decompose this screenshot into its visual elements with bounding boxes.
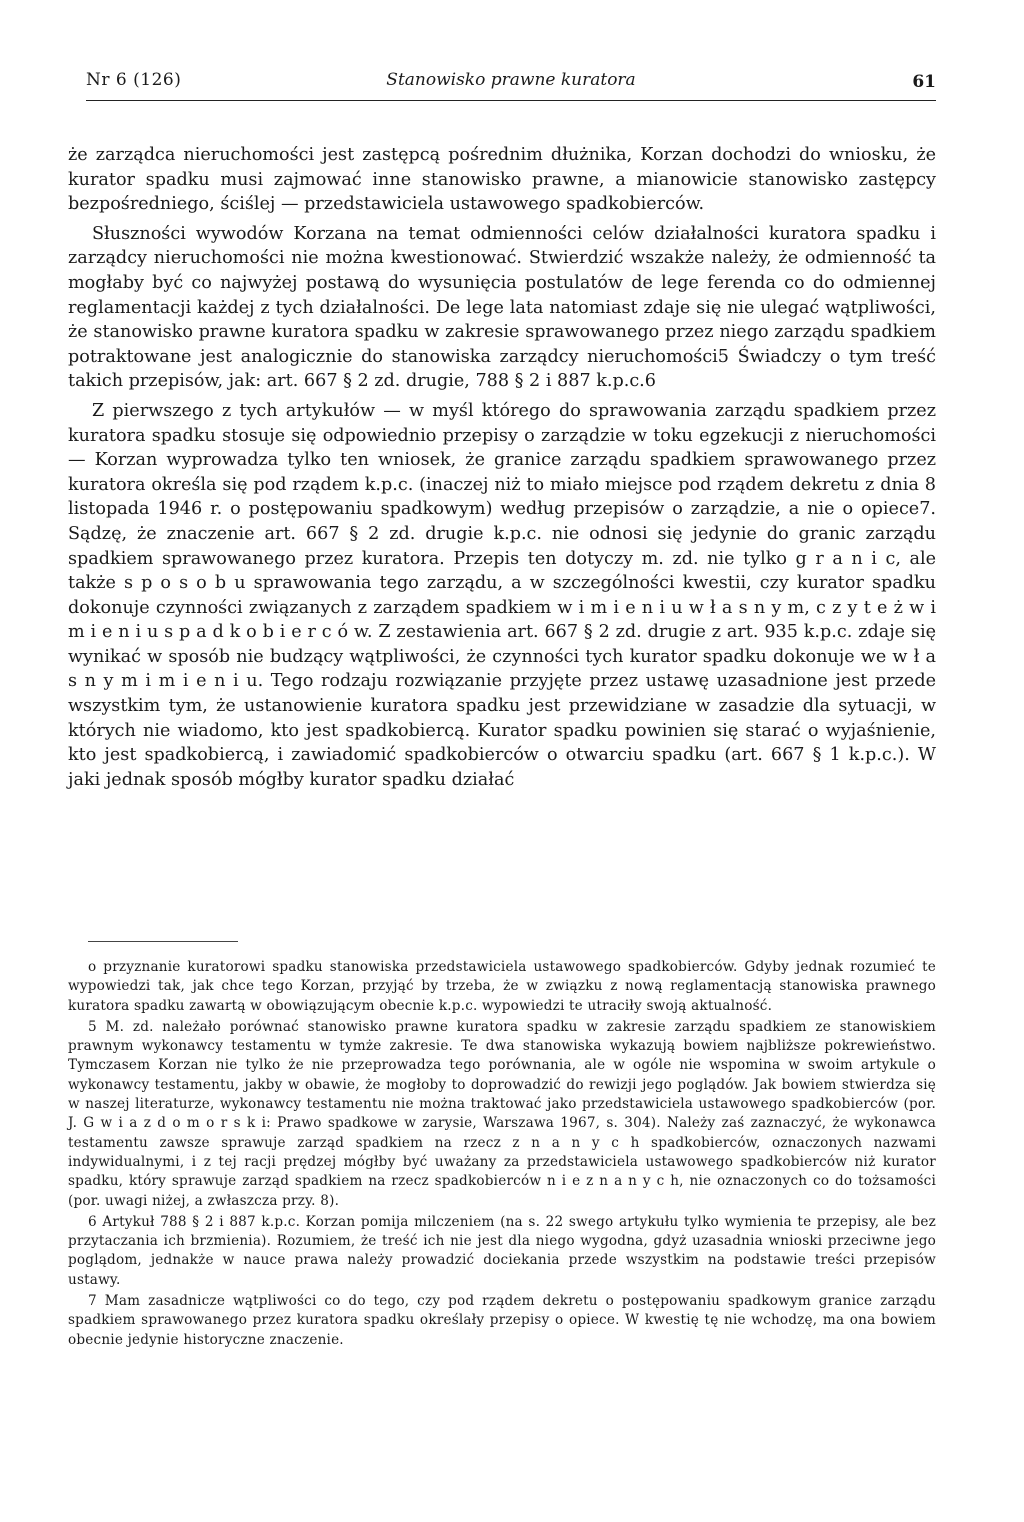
footnote-separator [88,941,238,942]
main-text [68,143,936,797]
footnotes [68,958,936,1352]
footnote-5: 5 M. zd. należało porównać stanowisko prawne kuratora spadku w zakresie zarządu spadkiem ze stanowiskiem prawnym wykonawcy testamentu w tymże zakresie. Te dwa stanowiska wykazują bowiem najbliższe pokrewieństwo. Tymczasem Korzan nie tylko że nie przeprowadza tego porównania, ale w ogóle nie wspomina w swoim artykule o wykonawcy testamentu, jakby w obawie, że mogłoby to doprowadzić do rewizji jego poglądów. Jak bowiem stwierdza się w naszej literaturze, wykonawcy testamentu nie można traktować jako przedstawiciela ustawowego spadkobierców (por. J. G w i a z d o m o r s k i: Prawo spadkowe w zarysie, Warszawa 1967, s. 304). Należy zaś zaznaczyć, że wykonawca testamentu zawsze sprawuje zarząd spadkiem na rzecz z n a n y c h spadkobierców, oznaczonych nazwami indywidualnymi, i z tej racji prędzej mógłby być uważany za przedstawiciela ustawowego spadkobierców niż kurator spadku, który sprawuje zarząd spadkiem na rzecz spadkobierców n i e z n a n y c h, nie oznaczonych co do tożsamości (por. uwagi niżej, a zwłaszcza przy. 8). [68,1018,936,1209]
issue-number: Nr 6 (126) [86,70,182,90]
page-number: 61 [912,72,936,92]
paragraph-2: Słuszności wywodów Korzana na temat odmienności celów działalności kuratora spadku i zarządcy nieruchomości nie można kwestionować. Stwierdzić wszakże należy, że odmienność ta mogłaby być co najwyżej postawą do wysunięcia postulatów de lege ferenda co do odmiennej reglamentacji każdej z tych działalności. De lege lata natomiast zdaje się nie ulegać wątpliwości, że stanowisko prawne kuratora spadku w zakresie sprawowanego przez niego zarządu spadkiem potraktowane jest analogicznie do stanowiska zarządcy nieruchomości5 Świadczy o tym treść takich przepisów, jak: art. 667 § 2 zd. drugie, 788 § 2 i 887 k.p.c.6 [68,223,936,392]
paragraph-3: Z pierwszego z tych artykułów — w myśl którego do sprawowania zarządu spadkiem przez kuratora spadku stosuje się odpowiednio przepisy o zarządzie w toku egzekucji z nieruchomości — Korzan wyprowadza tylko ten wniosek, że granice zarządu spadkiem sprawowanego przez kuratora określa się pod rządem k.p.c. (inaczej niż to miało miejsce pod rządem dekretu z dnia 8 listopada 1946 r. o postępowaniu spadkowym) według przepisów o zarządzie, a nie o opiece7. Sądzę, że znaczenie art. 667 § 2 zd. drugie k.p.c. nie odnosi się jedynie do granic zarządu spadkiem sprawowanego przez kuratora. Przepis ten dotyczy m. zd. nie tylko g r a n i c, ale także s p o s o b u sprawowania tego zarządu, a w szczególności kwestii, czy kurator spadku dokonuje czynności związanych z zarządem spadkiem w i m i e n i u w ł a s n y m, c z y t e ż w i m i e n i u s p a d k o b i e r c ó w. Z zestawienia art. 667 § 2 zd. drugie z art. 935 k.p.c. zdaje się wynikać w sposób nie budzący wątpliwości, że czynności tych kurator spadku dokonuje we w ł a s n y m i m i e n i u. Tego rodzaju rozwiązanie przyjęte przez ustawę uzasadnione jest przede wszystkim tym, że ustanowienie kuratora spadku jest przewidziane w zasadzie dla sytuacji, w których nie wiadomo, kto jest spadkobiercą. Kurator spadku powinien się starać o wyjaśnienie, kto jest spadkobiercą, i zawiadomić spadkobierców o otwarciu spadku (art. 667 § 1 k.p.c.). W jaki jednak sposób mógłby kurator spadku działać [68,400,936,790]
paragraph-1: że zarządca nieruchomości jest zastępcą pośrednim dłużnika, Korzan dochodzi do wniosku, że kurator spadku musi zajmować inne stanowisko prawne, a mianowicie stanowisko zastępcy bezpośredniego, ściślej — przedstawiciela ustawowego spadkobierców. [68,145,936,215]
running-title: Stanowisko prawne kuratora [386,70,636,90]
footnote-6: 6 Artykuł 788 § 2 i 887 k.p.c. Korzan pomija milczeniem (na s. 22 swego artykułu tylko wymienia te przepisy, ale bez przytaczania ich brzmienia). Rozumiem, że treść ich nie jest dla niego wygodna, gdyż uzasadnia wnioski przeciwne jego poglądom, jednakże w nauce prawa należy prowadzić dociekania przede wszystkim na podstawie treści przepisów ustawy. [68,1213,936,1288]
running-header [86,64,936,101]
footnote-7: 7 Mam zasadnicze wątpliwości co do tego, czy pod rządem dekretu o postępowaniu spadkowym granice zarządu spadkiem sprawowanego przez kuratora spadku określały przepisy o opiece. W kwestię tę nie wchodzę, ma ona bowiem obecnie jedynie historyczne znaczenie. [68,1293,936,1348]
footnote-continuation: o przyznanie kuratorowi spadku stanowiska przedstawiciela ustawowego spadkobierców. Gdyby jednak rozumieć te wypowiedzi tak, jak chce tego Korzan, przyjąć by trzeba, że w związku z nową reglamentacją stanowiska prawnego kuratora spadku zawartą w obowiązującym obecnie k.p.c. wypowiedzi te utraciły swoją aktualność. [68,959,936,1014]
